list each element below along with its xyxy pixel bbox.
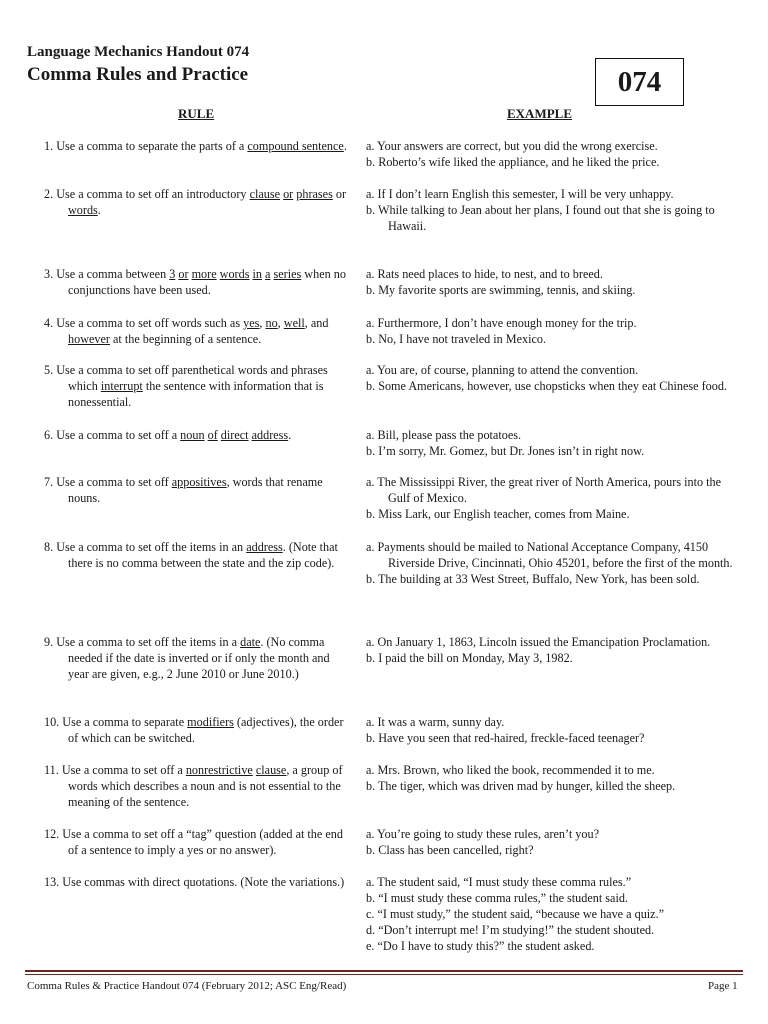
rule-text — [44, 539, 350, 571]
rule-text — [44, 634, 350, 682]
example-list — [366, 762, 736, 794]
example-sentence: a. You’re going to study these rules, aren’t you? — [366, 827, 599, 841]
rule-text — [44, 826, 350, 858]
example-sentence: a. The Mississippi River, the great river of North America, pours into the Gulf of Mexico. — [366, 475, 722, 505]
example-sentence: b. The tiger, which was driven mad by hunger, killed the sheep. — [366, 779, 676, 793]
example-sentence: a. Your answers are correct, but you did the wrong exercise. — [366, 139, 658, 153]
example-sentence: b. Roberto’s wife liked the appliance, and he liked the price. — [366, 155, 660, 169]
rule-statement: 12. Use a comma to set off a “tag” question (added at the end of a sentence to imply a yes or no answer). — [44, 827, 343, 857]
page-number: Page 1 — [708, 980, 738, 992]
example-list — [366, 874, 736, 954]
example-sentence: b. Have you seen that red-haired, freckle-faced teenager? — [366, 731, 645, 745]
example-sentence: b. No, I have not traveled in Mexico. — [366, 332, 547, 346]
example-list — [366, 186, 736, 234]
rule-text — [44, 266, 350, 298]
rule-text — [44, 138, 350, 154]
example-sentence: a. Rats need places to hide, to nest, and to breed. — [366, 267, 603, 281]
example-sentence: b. Class has been cancelled, right? — [366, 843, 534, 857]
example-list — [366, 266, 736, 298]
example-sentence: a. On January 1, 1863, Lincoln issued the Emancipation Proclamation. — [366, 635, 711, 649]
rule-statement: 10. Use a comma to separate modifiers (adjectives), the order of which can be switched. — [44, 715, 344, 745]
example-sentence: b. While talking to Jean about her plans, I found out that she is going to Hawaii. — [366, 203, 715, 233]
example-sentence: a. It was a warm, sunny day. — [366, 715, 505, 729]
example-sentence: b. My favorite sports are swimming, tennis, and skiing. — [366, 283, 636, 297]
example-list — [366, 474, 736, 522]
example-sentence: a. Payments should be mailed to National Acceptance Company, 4150 Riverside Drive, Cincinnati, Ohio 45201, before the first of the month. — [366, 540, 733, 570]
handout-subtitle: Language Mechanics Handout 074 — [27, 44, 250, 60]
example-list — [366, 826, 736, 858]
example-sentence: a. You are, of course, planning to attend the convention. — [366, 363, 639, 377]
rule-statement: 13. Use commas with direct quotations. (Note the variations.) — [44, 875, 345, 889]
example-sentence: b. Some Americans, however, use chopsticks when they eat Chinese food. — [366, 379, 727, 393]
handout-number-box: 074 — [595, 58, 684, 106]
example-column-header: EXAMPLE — [507, 106, 572, 121]
footer-caption: Comma Rules & Practice Handout 074 (February 2012; ASC Eng/Read) — [27, 980, 347, 992]
example-sentence: a. The student said, “I must study these comma rules.” — [366, 875, 632, 889]
example-list — [366, 427, 736, 459]
rule-text — [44, 186, 350, 218]
rule-text — [44, 362, 350, 410]
rule-statement: 4. Use a comma to set off words such as yes, no, well, and however at the beginning of a sentence. — [44, 316, 329, 346]
rule-statement: 8. Use a comma to set off the items in an address. (Note that there is no comma between the state and the zip code). — [44, 540, 338, 570]
example-sentence: b. I paid the bill on Monday, May 3, 1982. — [366, 651, 573, 665]
example-list — [366, 539, 736, 587]
rule-statement: 2. Use a comma to set off an introductory clause or phrases or words. — [44, 187, 347, 217]
rule-statement: 11. Use a comma to set off a nonrestrictive clause, a group of words which describes a noun and is not essential to the meaning of the sentence. — [44, 763, 343, 809]
example-sentence: a. Furthermore, I don’t have enough money for the trip. — [366, 316, 637, 330]
rule-text — [44, 427, 350, 443]
example-sentence: a. Mrs. Brown, who liked the book, recommended it to me. — [366, 763, 655, 777]
example-list — [366, 714, 736, 746]
page-title: Comma Rules and Practice — [27, 64, 249, 85]
example-list — [366, 634, 736, 666]
footer-divider-thin — [25, 974, 743, 975]
rule-statement: 3. Use a comma between 3 or more words in a series when no conjunctions have been used. — [44, 267, 346, 297]
rule-text — [44, 762, 350, 810]
rule-column-header: RULE — [178, 106, 215, 121]
example-sentence: c. “I must study,” the student said, “because we have a quiz.” — [366, 907, 665, 921]
example-list — [366, 362, 736, 394]
example-sentence: b. Miss Lark, our English teacher, comes from Maine. — [366, 507, 630, 521]
example-sentence: d. “Don’t interrupt me! I’m studying!” the student shouted. — [366, 923, 655, 937]
example-list — [366, 138, 736, 170]
rule-text — [44, 315, 350, 347]
example-sentence: b. I’m sorry, Mr. Gomez, but Dr. Jones isn’t in right now. — [366, 444, 645, 458]
rule-statement: 5. Use a comma to set off parenthetical words and phrases which interrupt the sentence with information that is nonessential. — [44, 363, 328, 409]
rule-statement: 6. Use a comma to set off a noun of direct address. — [44, 428, 292, 442]
rule-statement: 7. Use a comma to set off appositives, words that rename nouns. — [44, 475, 323, 505]
example-sentence: a. Bill, please pass the potatoes. — [366, 428, 522, 442]
rule-statement: 9. Use a comma to set off the items in a date. (No comma needed if the date is inverted or if only the month and year are given, e.g., 2 June 2010 or June 2010.) — [44, 635, 330, 681]
example-sentence: b. The building at 33 West Street, Buffalo, New York, has been sold. — [366, 572, 700, 586]
footer-divider — [25, 970, 743, 972]
rule-text — [44, 474, 350, 506]
rule-text — [44, 714, 350, 746]
example-list — [366, 315, 736, 347]
rule-statement: 1. Use a comma to separate the parts of a compound sentence. — [44, 139, 347, 153]
example-sentence: a. If I don’t learn English this semester, I will be very unhappy. — [366, 187, 674, 201]
example-sentence: e. “Do I have to study this?” the student asked. — [366, 939, 595, 953]
rule-text — [44, 874, 350, 890]
example-sentence: b. “I must study these comma rules,” the student said. — [366, 891, 628, 905]
